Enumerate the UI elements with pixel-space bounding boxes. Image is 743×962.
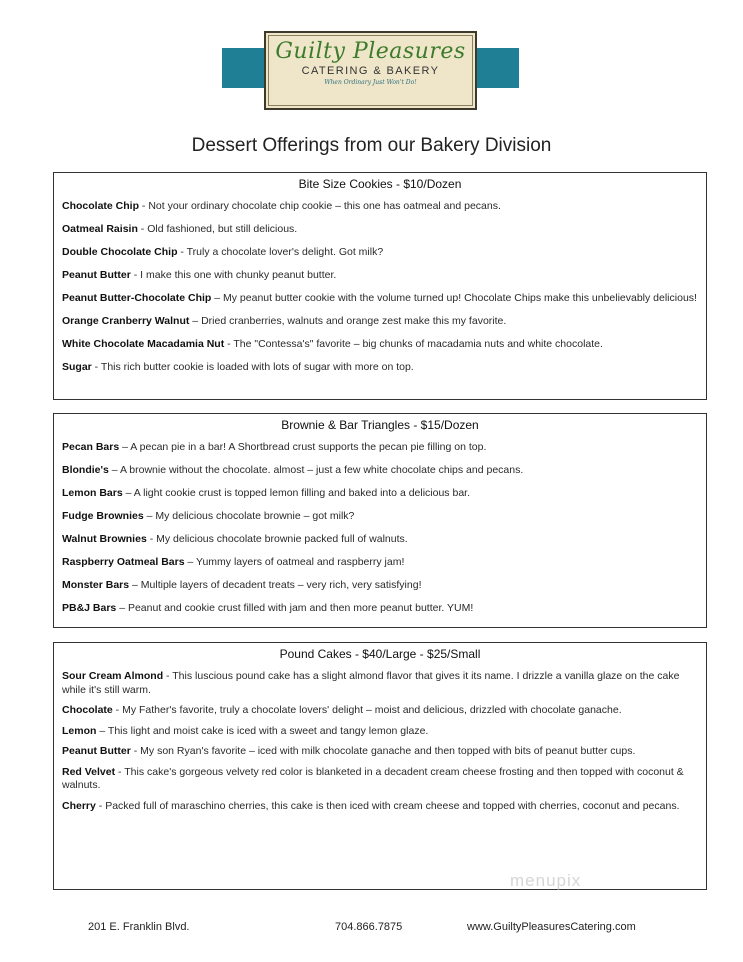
item-name: Orange Cranberry Walnut	[62, 315, 190, 327]
logo-title: Guilty Pleasures	[275, 39, 466, 64]
section-cookies	[53, 172, 707, 400]
item-description: - Old fashioned, but still delicious.	[137, 223, 298, 235]
item-name: Sugar	[62, 361, 92, 373]
watermark: menupix	[510, 871, 582, 890]
item-description: - The "Contessa's" favorite – big chunks of macadamia nuts and white chocolate.	[224, 338, 603, 350]
item-name: Walnut Brownies	[62, 533, 147, 545]
item-name: Sour Cream Almond	[62, 670, 164, 682]
item-description: – A brownie without the chocolate. almost – just a few white chocolate chips and pecans.	[108, 464, 524, 476]
item-description: - Truly a chocolate lover's delight. Got milk?	[177, 246, 384, 258]
section-title: Brownie & Bar Triangles - $15/Dozen	[281, 418, 479, 432]
item-name: Lemon	[62, 724, 97, 737]
menu-item	[62, 533, 698, 547]
footer-phone: 704.866.7875	[335, 921, 403, 933]
item-name: Chocolate Chip	[62, 200, 140, 212]
item-name: Oatmeal Raisin	[62, 223, 138, 235]
logo	[264, 31, 477, 110]
item-description: - This rich butter cookie is loaded with lots of sugar with more on top.	[91, 361, 414, 373]
item-description: - Packed full of maraschino cherries, this cake is then iced with cream cheese and topped with cherries, coconut and pecans.	[95, 799, 680, 812]
section-pound-cakes	[53, 642, 707, 890]
menu-item	[62, 441, 698, 455]
item-name: Cherry	[62, 799, 96, 812]
item-name: Raspberry Oatmeal Bars	[62, 556, 185, 568]
item-name: Lemon Bars	[62, 487, 123, 499]
menu-item	[62, 464, 698, 478]
item-description: – My delicious chocolate brownie – got milk?	[143, 510, 355, 522]
item-description: – Dried cranberries, walnuts and orange zest make this my favorite.	[189, 315, 507, 327]
section-bars	[53, 413, 707, 628]
item-description: – A pecan pie in a bar! A Shortbread crust supports the pecan pie filling on top.	[119, 441, 487, 453]
menu-item	[62, 338, 698, 352]
item-description: - My delicious chocolate brownie packed full of walnuts.	[146, 533, 408, 545]
menu-item	[62, 745, 698, 759]
item-name: Monster Bars	[62, 579, 130, 591]
item-description: – Peanut and cookie crust filled with jam and then more peanut butter. YUM!	[116, 602, 474, 614]
menu-item	[62, 510, 698, 524]
item-description: - My Father's favorite, truly a chocolate lovers' delight – moist and delicious, drizzled with chocolate ganache.	[112, 704, 622, 716]
item-name: Peanut Butter-Chocolate Chip	[62, 292, 212, 304]
item-name: PB&J Bars	[62, 602, 117, 614]
menu-item	[62, 704, 698, 718]
section-title: Bite Size Cookies - $10/Dozen	[298, 177, 462, 191]
item-name: Chocolate	[62, 704, 113, 716]
menu-item	[62, 725, 698, 739]
footer-address: 201 E. Franklin Blvd.	[88, 921, 190, 933]
item-name: Peanut Butter	[62, 269, 131, 281]
menu-item	[62, 670, 698, 697]
logo-subtitle: CATERING & BAKERY	[301, 65, 440, 77]
item-description: - Not your ordinary chocolate chip cookie – this one has oatmeal and pecans.	[139, 200, 501, 212]
menu-item	[62, 602, 698, 616]
menu-item	[62, 361, 698, 375]
menu-item	[62, 766, 698, 793]
item-description: – Yummy layers of oatmeal and raspberry jam!	[184, 556, 405, 568]
footer-website: www.GuiltyPleasuresCatering.com	[467, 921, 636, 933]
item-description: - I make this one with chunky peanut butter.	[130, 269, 337, 281]
logo-tagline: When Ordinary Just Won't Do!	[324, 79, 417, 86]
item-name: Blondie's	[62, 464, 109, 476]
item-description: - This cake's gorgeous velvety red color is blanketed in a decadent cream cheese frosting and then topped with coconut & walnuts.	[62, 765, 684, 791]
menu-item	[62, 292, 698, 306]
menu-item	[62, 269, 698, 283]
item-description: – A light cookie crust is topped lemon filling and baked into a delicious bar.	[122, 487, 470, 499]
item-name: Fudge Brownies	[62, 510, 144, 522]
item-name: Pecan Bars	[62, 441, 120, 453]
page-title: Dessert Offerings from our Bakery Division	[191, 135, 552, 156]
item-description: – This light and moist cake is iced with a sweet and tangy lemon glaze.	[96, 724, 429, 737]
section-title: Pound Cakes - $40/Large - $25/Small	[279, 647, 481, 661]
menu-item	[62, 556, 698, 570]
menu-item	[62, 800, 698, 814]
menu-item	[62, 579, 698, 593]
item-name: Double Chocolate Chip	[62, 246, 178, 258]
item-name: Red Velvet	[62, 765, 116, 778]
item-description: – Multiple layers of decadent treats – very rich, very satisfying!	[129, 579, 422, 591]
menu-item	[62, 246, 698, 260]
item-description: – My peanut butter cookie with the volume turned up! Chocolate Chips make this unbelievably delicious!	[211, 292, 697, 304]
menu-item	[62, 200, 698, 214]
menu-item	[62, 315, 698, 329]
item-description: - This luscious pound cake has a slight almond flavor that gives it its name. I drizzle a vanilla glaze on the cake while it's still warm.	[62, 670, 680, 696]
item-description: - My son Ryan's favorite – iced with milk chocolate ganache and then topped with bits of peanut butter cups.	[130, 745, 636, 757]
menu-item	[62, 223, 698, 237]
menu-item	[62, 487, 698, 501]
item-name: Peanut Butter	[62, 745, 131, 757]
item-name: White Chocolate Macadamia Nut	[62, 338, 225, 350]
